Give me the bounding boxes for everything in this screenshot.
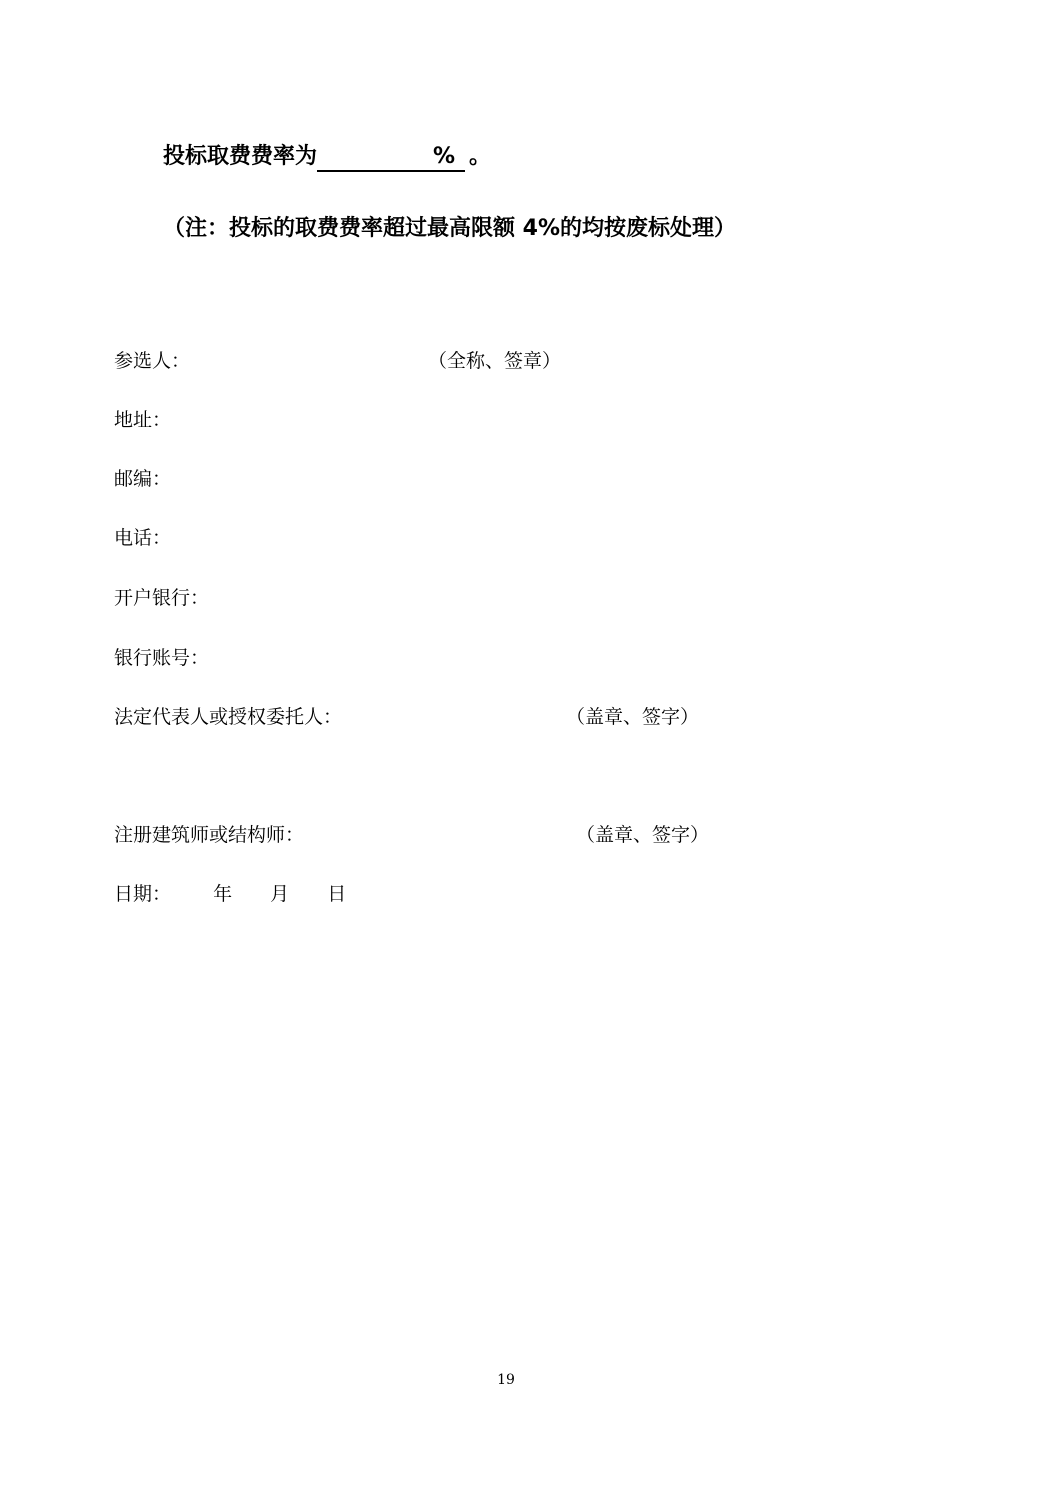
date-month: 月 xyxy=(270,883,290,905)
engineer-label: 注册建筑师或结构师： xyxy=(114,824,305,846)
phone-label: 电话： xyxy=(114,527,172,549)
postcode-label: 邮编： xyxy=(114,468,172,490)
bidder-paren: （全称、签章） xyxy=(428,350,562,372)
engineer-field xyxy=(114,822,710,848)
legal-rep-label: 法定代表人或授权委托人： xyxy=(114,706,343,728)
page-number: 19 xyxy=(497,1372,515,1388)
note-text: （注：投标的取费费率超过最高限额 4%的均按废标处理） xyxy=(163,216,737,241)
fee-rate-blank[interactable] xyxy=(317,144,465,172)
date-year: 年 xyxy=(213,883,233,905)
bidder-label: 参选人： xyxy=(114,350,191,372)
address-field xyxy=(114,407,171,433)
phone-field xyxy=(114,525,171,551)
date-day: 日 xyxy=(327,883,347,905)
fee-rate-line xyxy=(163,142,491,172)
bank-field xyxy=(114,585,209,611)
postcode-field xyxy=(114,466,171,492)
date-field xyxy=(114,881,346,907)
percent-sign: % xyxy=(432,144,456,169)
account-field xyxy=(114,645,209,671)
fee-rate-label: 投标取费费率为 xyxy=(163,144,318,169)
bidder-field xyxy=(114,348,562,374)
account-label: 银行账号： xyxy=(114,647,210,669)
date-label: 日期： xyxy=(114,883,172,905)
engineer-paren: （盖章、签字） xyxy=(576,824,710,846)
bank-label: 开户银行： xyxy=(114,587,210,609)
legal-rep-field xyxy=(114,704,700,730)
legal-rep-paren: （盖章、签字） xyxy=(566,706,700,728)
fee-rate-end: 。 xyxy=(469,144,492,169)
address-label: 地址： xyxy=(114,409,172,431)
